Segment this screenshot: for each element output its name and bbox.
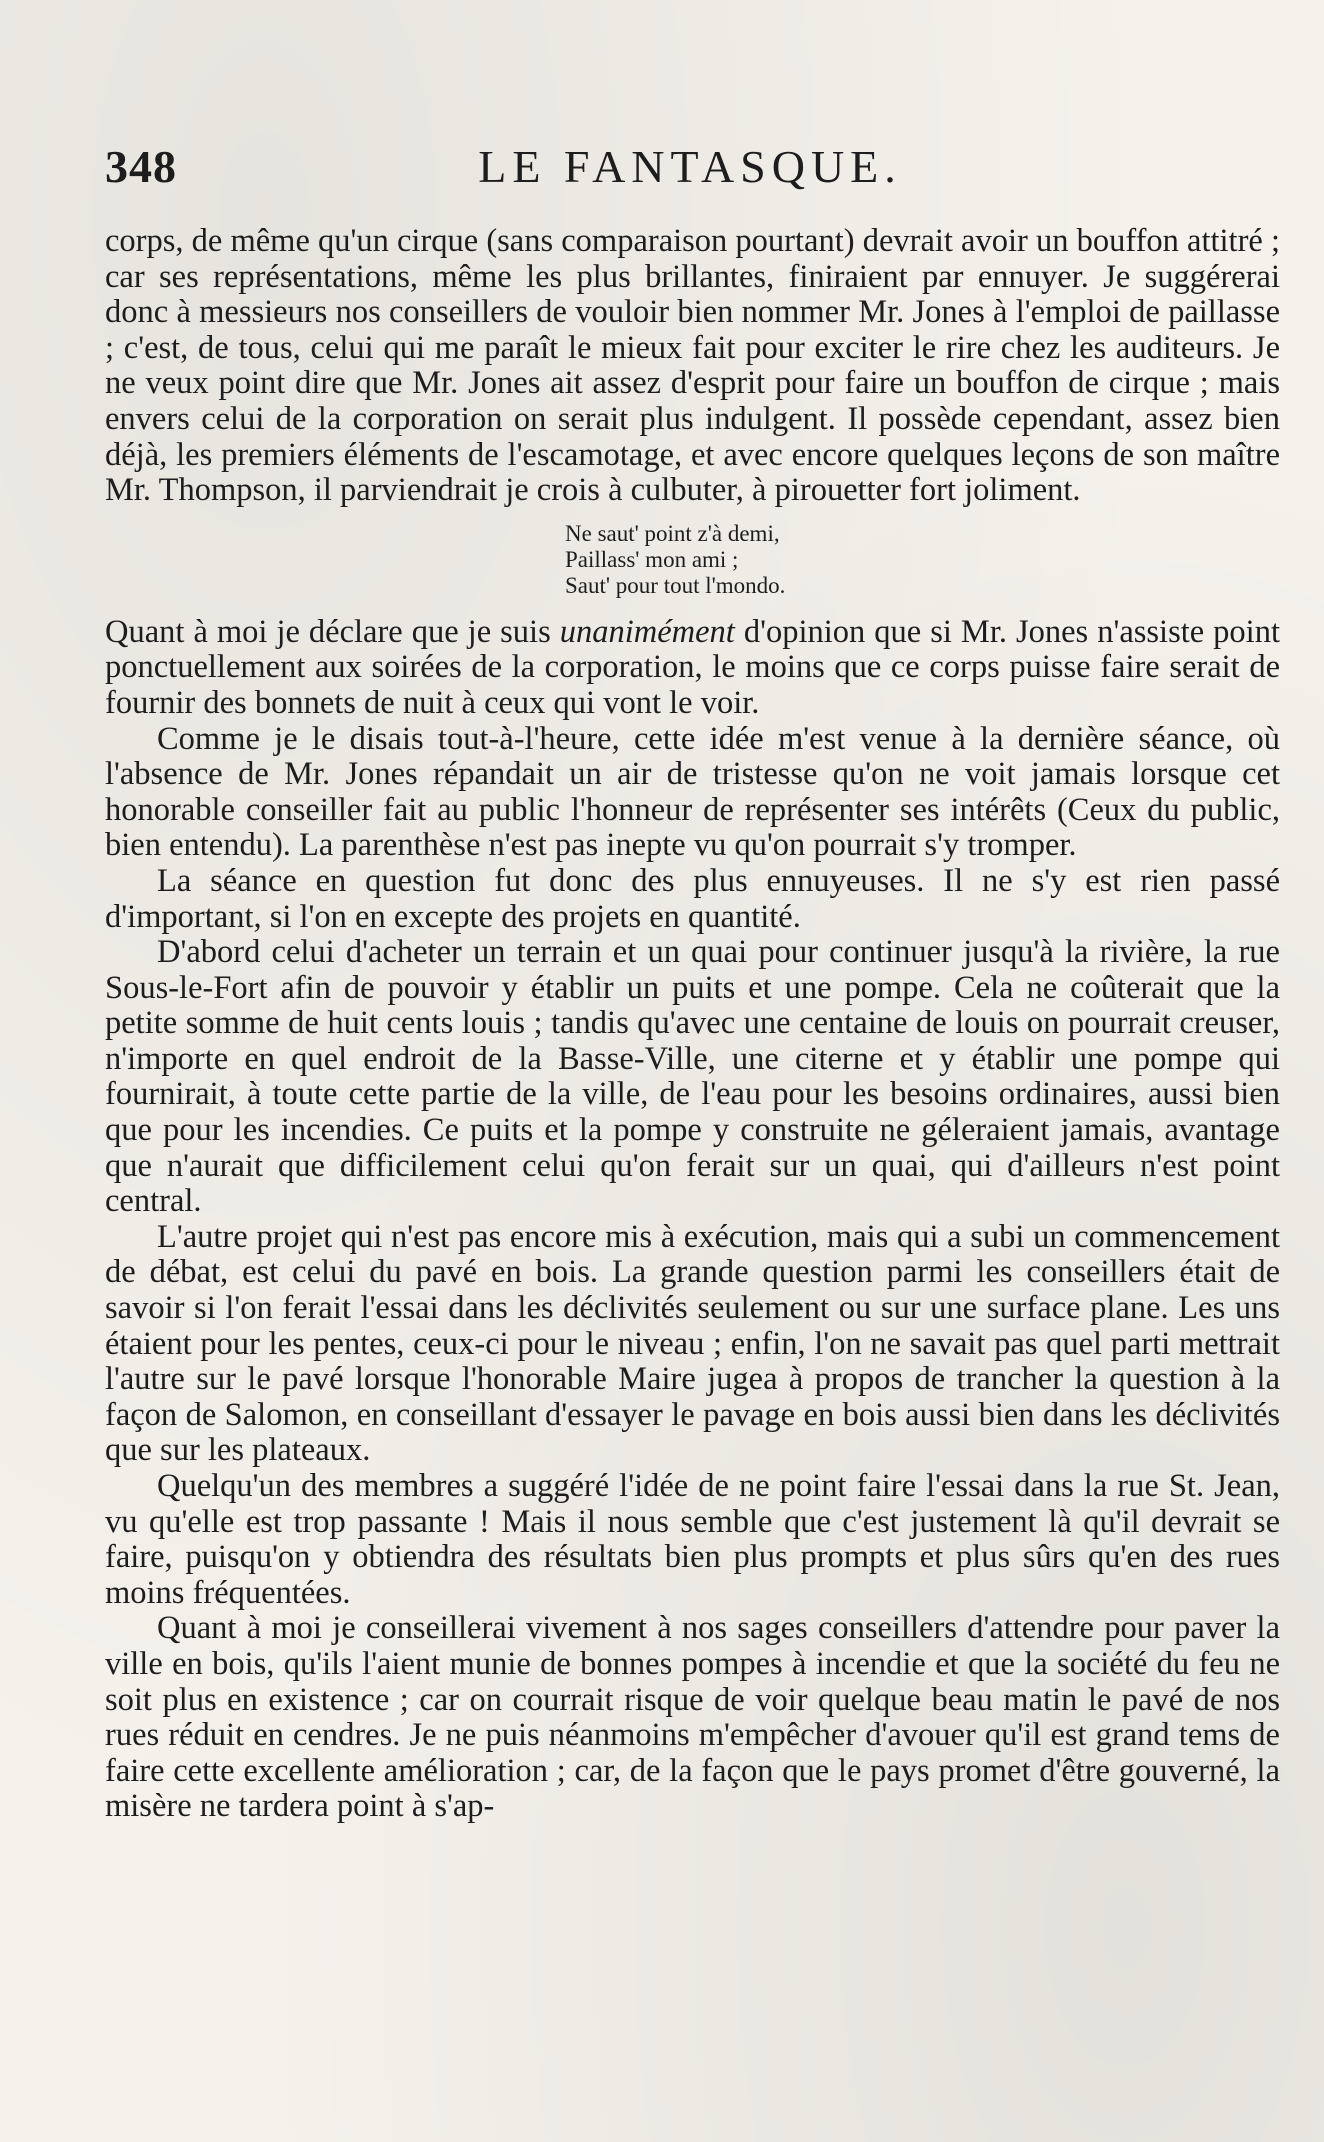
article-body <box>105 224 1280 1825</box>
page-header <box>105 140 1275 210</box>
paragraph-4: La séance en question fut donc des plus ennuyeuses. Il ne s'y est rien passé d'important, si l'on en excepte des projets en quantité. <box>105 862 1280 935</box>
verse-quote <box>565 521 1280 599</box>
paragraph-7: Quelqu'un des membres a suggéré l'idée de ne point faire l'essai dans la rue St. Jean, vu qu'elle est trop passante ! Mais il nous semble que c'est justement là qu'il devrait se faire, puisqu'on y obtiendra des résultats bien plus prompts et plus sûrs qu'en des rues moins fréquentées. <box>105 1468 1280 1611</box>
paragraph-5: D'abord celui d'acheter un terrain et un quai pour continuer jusqu'à la rivière, la rue Sous-le-Fort afin de pouvoir y établir un puits et une pompe. Cela ne coûterait que la petite somme de huit cents louis ; tandis qu'avec une centaine de louis on pourrait creuser, n'importe en quel endroit de la Basse-Ville, une citerne et y établir une pompe qui fournirait, à toute cette partie de la ville, de l'eau pour les besoins ordinaires, aussi bien que pour les incendies. Ce puits et la pompe y construite ne géleraient jamais, avantage que n'aurait que difficilement celui qu'on ferait sur un quai, qui d'ailleurs n'est point central. <box>105 934 1280 1220</box>
verse-line-1: Ne saut' point z'à demi, <box>565 520 780 546</box>
paragraph-8: Quant à moi je conseillerai vivement à nos sages conseillers d'attendre pour paver la ville en bois, qu'ils l'aient munie de bonnes pompes à incendie et que la société du feu ne soit plus en existence ; car on courrait risque de voir quelque beau matin le pavé de nos rues réduit en cendres. Je ne puis néanmoins m'empêcher d'avouer qu'il est grand tems de faire cette excellente amélioration ; car, de la façon que le pays promet d'être gouverné, la misère ne tardera point à s'ap- <box>105 1610 1280 1825</box>
page-number: 348 <box>105 141 177 192</box>
paragraph-2-start: Quant à moi je déclare que je suis <box>105 613 560 650</box>
running-title: LE FANTASQUE. <box>478 141 902 192</box>
paragraph-1: corps, de même qu'un cirque (sans comparaison pourtant) devrait avoir un bouffon attitré ; car ses représentations, même les plus brillantes, finiraient par ennuyer. Je suggérerai donc à messieurs nos conseillers de vouloir bien nommer Mr. Jones à l'emploi de paillasse ; c'est, de tous, celui qui me paraît le mieux fait pour exciter le rire chez les auditeurs. Je ne veux point dire que Mr. Jones ait assez d'esprit pour faire un bouffon de cirque ; mais envers celui de la corporation on serait plus indulgent. Il possède cependant, assez bien déjà, les premiers éléments de l'escamotage, et avec encore quelques leçons de son maître Mr. Thompson, il parviendrait je crois à culbuter, à pirouetter fort joliment. <box>105 223 1280 509</box>
paragraph-2 <box>105 615 1280 722</box>
paragraph-2-italic: unanimément <box>559 613 735 650</box>
paragraph-3: Comme je le disais tout-à-l'heure, cette idée m'est venue à la dernière séance, où l'absence de Mr. Jones répandait un air de tristesse qu'on ne voit jamais lorsque cet honorable conseiller fait au public l'honneur de représenter ses intérêts (Ceux du public, bien entendu). La parenthèse n'est pas inepte vu qu'on pourrait s'y tromper. <box>105 720 1280 864</box>
paragraph-6: L'autre projet qui n'est pas encore mis à exécution, mais qui a subi un commencement de débat, est celui du pavé en bois. La grande question parmi les conseillers était de savoir si l'on ferait l'essai dans les déclivités seulement ou sur une surface plane. Les uns étaient pour les pentes, ceux-ci pour le niveau ; enfin, l'on ne savait pas quel parti mettrait l'autre sur le pavé lorsque l'honorable Maire jugea à propos de trancher la question à la façon de Salomon, en conseillant d'essayer le pavage en bois aussi bien dans les déclivités que sur les plateaux. <box>105 1218 1280 1469</box>
verse-line-2: Paillass' mon ami ; <box>565 546 739 572</box>
verse-line-3: Saut' pour tout l'mondo. <box>565 572 786 598</box>
paragraph-2-end: d'opinion que si Mr. Jones n'assiste point ponctuellement aux soirées de la corporation, le moins que ce corps puisse faire serait de fournir des bonnets de nuit à ceux qui vont le voir. <box>105 613 1280 721</box>
